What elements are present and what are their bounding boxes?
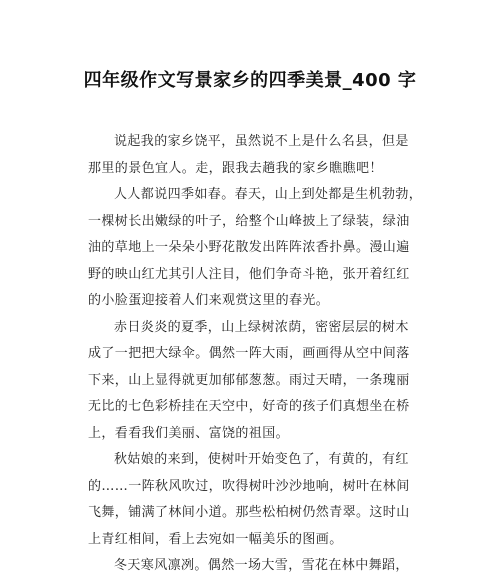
text-line: 冬天寒风凛冽。偶然一场大雪，雪花在林中舞蹈， bbox=[114, 558, 409, 573]
text-line: 的……一阵秋风吹过，吹得树叶沙沙地响，树叶在林间 bbox=[88, 478, 410, 494]
text-line: 那里的景色宜人。走，跟我去趟我的家乡瞧瞧吧！ bbox=[88, 160, 383, 176]
text-line: 的小脸蛋迎接着人们来观赏这里的春光。 bbox=[88, 293, 330, 308]
text-line: 秋姑娘的来到，使树叶开始变色了，有黄的，有红 bbox=[114, 452, 409, 467]
text-line: 成了一把把大绿伞。偶然一阵大雨，画画得从空中间落 bbox=[88, 346, 410, 361]
text-line: 飞舞，铺满了林间小道。那些松柏树仍然青翠。这时山 bbox=[88, 505, 410, 520]
text-line: 说起我的家乡饶平，虽然说不上是什么名县，但是 bbox=[114, 134, 409, 149]
text-line: 无比的七色彩桥挂在天空中，好奇的孩子们真想坐在桥 bbox=[88, 399, 410, 414]
text-line: 一棵树长出嫩绿的叶子，给整个山峰披上了绿装，绿油 bbox=[88, 213, 410, 229]
document-title: 四年级作文写景家乡的四季美景_400 字 bbox=[83, 70, 417, 91]
text-line: 上，看看我们美丽、富饶的祖国。 bbox=[88, 425, 290, 441]
text-line: 下来，山上显得就更加郁郁葱葱。雨过天晴，一条瑰丽 bbox=[88, 372, 410, 388]
text-line: 赤日炎炎的夏季，山上绿树浓荫，密密层层的树木 bbox=[114, 319, 409, 335]
text-line: 上青红相间，看上去宛如一幅美乐的图画。 bbox=[88, 531, 343, 547]
text-line: 油的草地上一朵朵小野花散发出阵阵浓香扑鼻。漫山遍 bbox=[88, 240, 410, 255]
text-line: 野的映山红尤其引人注目，他们争奇斗艳，张开着红红 bbox=[88, 266, 410, 282]
text-line: 人人都说四季如春。春天，山上到处都是生机勃勃， bbox=[114, 187, 423, 202]
document-body bbox=[88, 129, 423, 580]
